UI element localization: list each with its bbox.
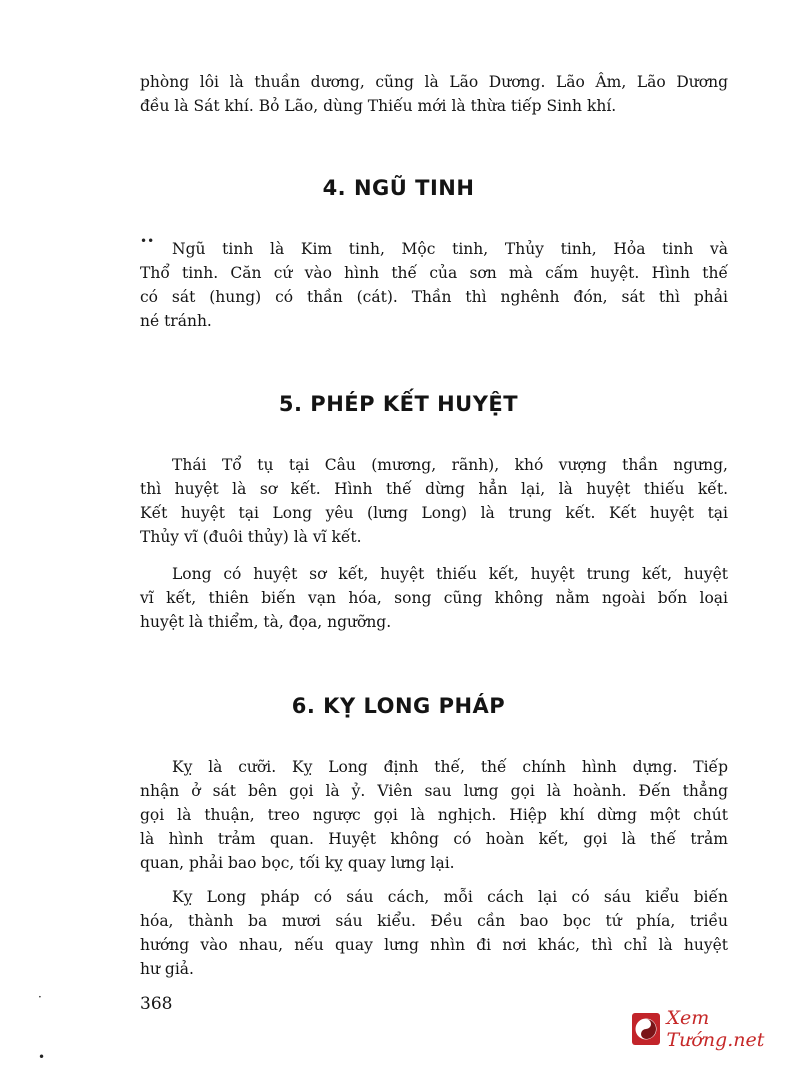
body-line: Long có huyệt sơ kết, huyệt thiếu kết, huyệt trung kết, huyệt [172, 565, 728, 583]
body-line: hướng vào nhau, nếu quay lưng nhìn đi nơi khác, thì chỉ là huyệt [140, 936, 728, 954]
site-watermark [632, 1007, 797, 1051]
body-line: né tránh. [140, 312, 212, 330]
section-heading: 4. NGŨ TINH [322, 176, 475, 200]
body-line: nhận ở sát bên gọi là ỷ. Viên sau lưng gọi là hoành. Đến thẳng [140, 782, 728, 800]
body-line: Thổ tinh. Căn cứ vào hình thế của sơn mà cấm huyệt. Hình thế [140, 264, 728, 282]
body-line: Kết huyệt tại Long yêu (lưng Long) là trung kết. Kết huyệt tại [140, 504, 728, 522]
stray-mark: · [38, 990, 42, 1004]
body-line: phòng lôi là thuần dương, cũng là Lão Dương. Lão Âm, Lão Dương [140, 73, 728, 91]
body-line: thì huyệt là sơ kết. Hình thế dừng hẳn lại, là huyệt thiếu kết. [140, 480, 728, 498]
body-line: là hình trảm quan. Huyệt không có hoàn kết, gọi là thế trảm [140, 830, 728, 848]
section-heading: 5. PHÉP KẾT HUYỆT [278, 392, 519, 416]
stray-mark: •• [140, 234, 155, 248]
page-number: 368 [140, 994, 173, 1014]
body-line: gọi là thuận, treo ngược gọi là nghịch. Hiệp khí dừng một chút [140, 806, 728, 824]
yin-yang-icon [632, 1013, 660, 1045]
body-line: vĩ kết, thiên biến vạn hóa, song cũng không nằm ngoài bốn loại [140, 589, 728, 607]
body-line: huyệt là thiểm, tà, đọa, ngưỡng. [140, 613, 392, 631]
body-line: có sát (hung) có thần (cát). Thần thì nghênh đón, sát thì phải [140, 288, 728, 306]
body-line: Kỵ Long pháp có sáu cách, mỗi cách lại có sáu kiểu biến [172, 888, 728, 906]
body-line: Thái Tổ tụ tại Câu (mương, rãnh), khó vượng thần ngưng, [172, 456, 728, 474]
body-line: quan, phải bao bọc, tối kỵ quay lưng lại. [140, 854, 455, 872]
body-line: Thủy vĩ (đuôi thủy) là vĩ kết. [140, 528, 362, 546]
watermark-text: Xem Tướng.net [666, 1007, 765, 1051]
stray-mark: • [38, 1050, 46, 1064]
body-line: hư giả. [140, 960, 194, 978]
body-line: Ngũ tinh là Kim tinh, Mộc tinh, Thủy tinh, Hỏa tinh và [172, 240, 728, 258]
section-heading: 6. KỴ LONG PHÁP [291, 694, 506, 718]
body-line: Kỵ là cưỡi. Kỵ Long định thế, thế chính hình dựng. Tiếp [172, 758, 728, 776]
body-line: hóa, thành ba mươi sáu kiểu. Đều cần bao bọc tứ phía, triều [140, 912, 728, 930]
body-line: đều là Sát khí. Bỏ Lão, dùng Thiếu mới là thừa tiếp Sinh khí. [140, 97, 617, 115]
